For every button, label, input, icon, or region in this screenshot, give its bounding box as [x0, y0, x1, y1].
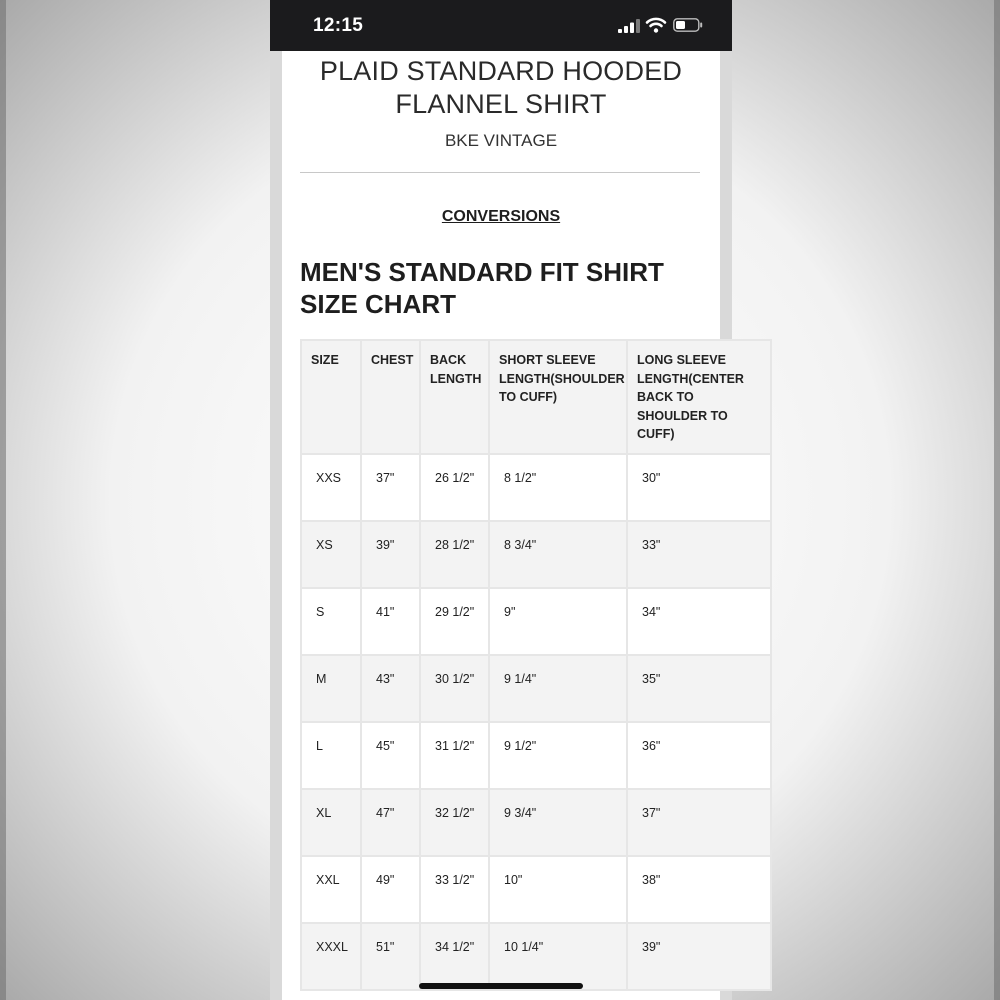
- battery-icon: [673, 18, 703, 32]
- cell-size: XS: [301, 521, 361, 588]
- cell-long-sleeve: 30": [627, 454, 771, 521]
- cell-size: XL: [301, 789, 361, 856]
- header-short-sleeve-length: SHORT SLEEVE LENGTH(SHOULDER TO CUFF): [489, 340, 627, 454]
- cell-back-length: 31 1/2": [420, 722, 489, 789]
- cell-back-length: 26 1/2": [420, 454, 489, 521]
- cell-size: S: [301, 588, 361, 655]
- table-row: [301, 454, 771, 521]
- size-chart-title-line-1: MEN'S STANDARD FIT SHIRT: [300, 257, 664, 287]
- table-row: [301, 789, 771, 856]
- cell-back-length: 30 1/2": [420, 655, 489, 722]
- home-indicator[interactable]: [419, 983, 583, 989]
- cell-chest: 51": [361, 923, 420, 990]
- header-back-length: BACK LENGTH: [420, 340, 489, 454]
- cell-long-sleeve: 37": [627, 789, 771, 856]
- cell-back-length: 33 1/2": [420, 856, 489, 923]
- cell-size: XXXL: [301, 923, 361, 990]
- cell-short-sleeve: 9 1/4": [489, 655, 627, 722]
- cell-short-sleeve: 8 1/2": [489, 454, 627, 521]
- header-chest: CHEST: [361, 340, 420, 454]
- size-chart-table: [300, 339, 772, 991]
- cell-long-sleeve: 39": [627, 923, 771, 990]
- cell-chest: 41": [361, 588, 420, 655]
- cell-chest: 39": [361, 521, 420, 588]
- wifi-icon: [646, 17, 666, 33]
- cell-long-sleeve: 35": [627, 655, 771, 722]
- signal-icon: [618, 19, 640, 33]
- cell-short-sleeve: 9 3/4": [489, 789, 627, 856]
- cell-long-sleeve: 38": [627, 856, 771, 923]
- table-header-row: [301, 340, 771, 454]
- photo-edge-right: [994, 0, 1000, 1000]
- product-title-line-2: FLANNEL SHIRT: [395, 89, 607, 119]
- size-chart-title: [300, 256, 710, 320]
- cell-short-sleeve: 9 1/2": [489, 722, 627, 789]
- cell-size: XXL: [301, 856, 361, 923]
- photo-edge-left: [0, 0, 6, 1000]
- cell-chest: 37": [361, 454, 420, 521]
- cell-short-sleeve: 8 3/4": [489, 521, 627, 588]
- cell-long-sleeve: 34": [627, 588, 771, 655]
- product-title-line-1: PLAID STANDARD HOODED: [319, 56, 683, 86]
- product-title: [282, 55, 720, 121]
- product-page: [282, 51, 744, 1000]
- cell-back-length: 29 1/2": [420, 588, 489, 655]
- phone-screen: [270, 0, 744, 1000]
- cell-size: XXS: [301, 454, 361, 521]
- cell-size: L: [301, 722, 361, 789]
- cell-back-length: 28 1/2": [420, 521, 489, 588]
- table-row: [301, 923, 771, 990]
- cell-short-sleeve: 10": [489, 856, 627, 923]
- cell-long-sleeve: 36": [627, 722, 771, 789]
- size-chart-title-line-2: SIZE CHART: [300, 289, 456, 319]
- status-time: 12:15: [313, 15, 364, 36]
- cell-chest: 45": [361, 722, 420, 789]
- cell-size: M: [301, 655, 361, 722]
- conversions-link[interactable]: CONVERSIONS: [441, 208, 561, 225]
- brand-name: BKE VINTAGE: [444, 131, 558, 150]
- cell-short-sleeve: 9": [489, 588, 627, 655]
- cell-chest: 47": [361, 789, 420, 856]
- table-row: [301, 722, 771, 789]
- table-row: [301, 588, 771, 655]
- header-size: SIZE: [301, 340, 361, 454]
- cell-back-length: 32 1/2": [420, 789, 489, 856]
- table-row: [301, 856, 771, 923]
- cell-chest: 43": [361, 655, 420, 722]
- table-row: [301, 655, 771, 722]
- table-row: [301, 521, 771, 588]
- cell-chest: 49": [361, 856, 420, 923]
- cell-long-sleeve: 33": [627, 521, 771, 588]
- header-long-sleeve-length: LONG SLEEVE LENGTH(CENTER BACK TO SHOULDER TO CUFF): [627, 340, 771, 454]
- cell-short-sleeve: 10 1/4": [489, 923, 627, 990]
- status-bar: [270, 0, 732, 51]
- size-chart-scroll-container[interactable]: [300, 339, 744, 1000]
- divider: [300, 172, 700, 173]
- cell-back-length: 34 1/2": [420, 923, 489, 990]
